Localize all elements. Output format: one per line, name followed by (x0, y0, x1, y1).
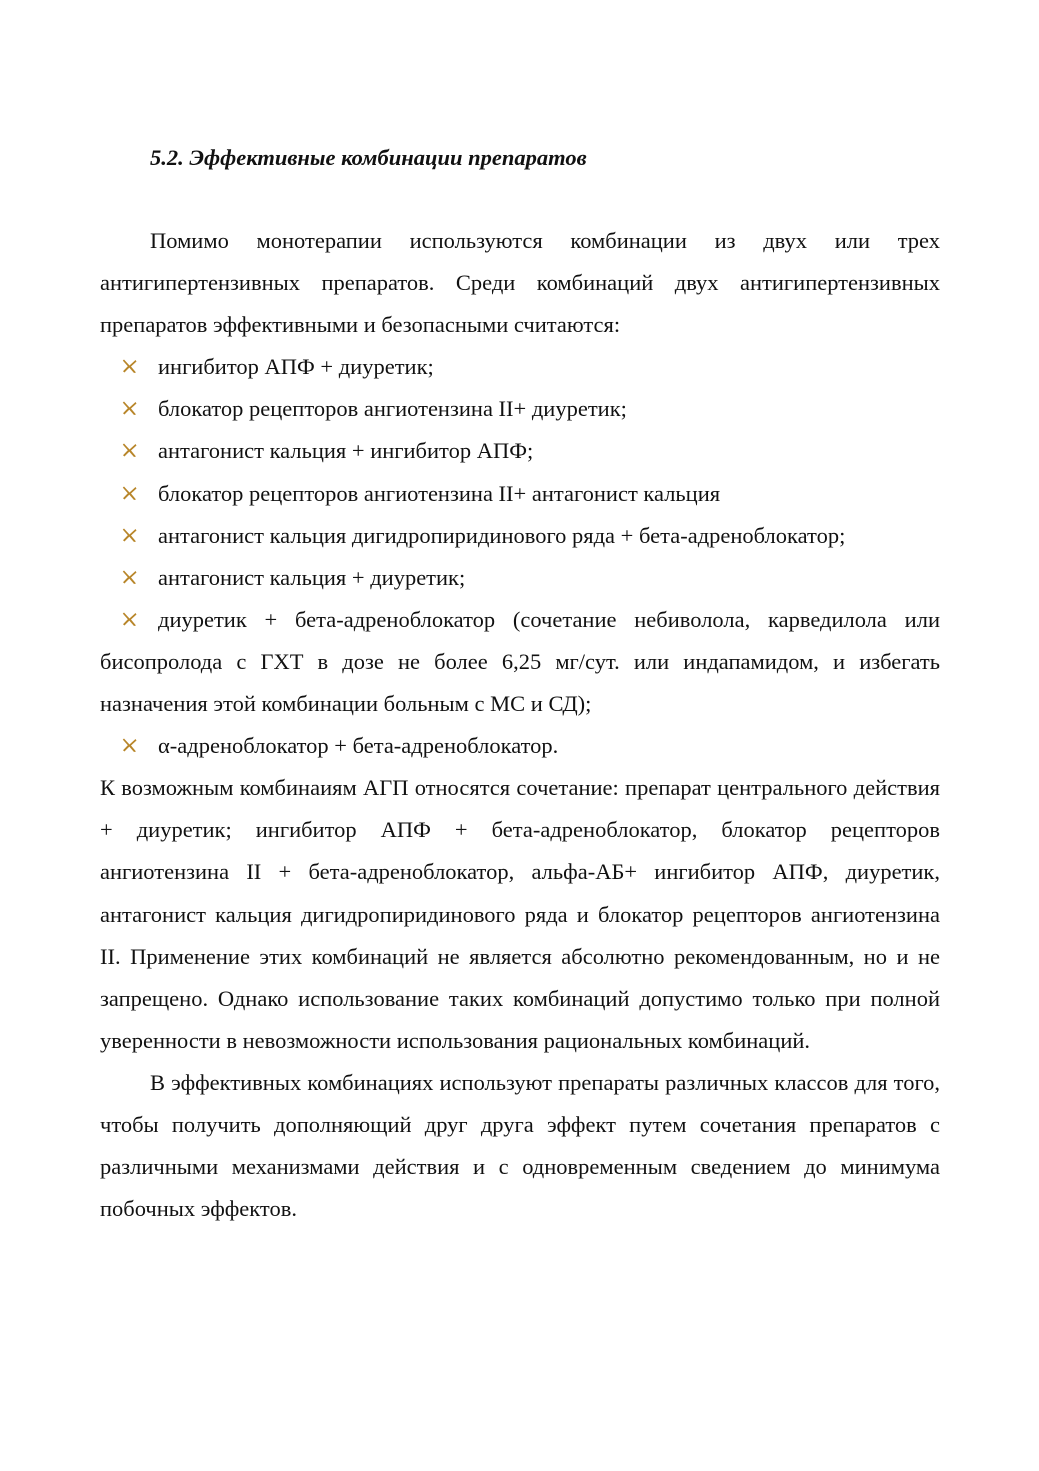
list-item-text: блокатор рецепторов ангиотензина II+ антагонист кальция (158, 480, 721, 506)
list-item-text: антагонист кальция + диуретик; (158, 564, 466, 590)
x-mark-icon (122, 358, 137, 374)
intro-paragraph: Помимо монотерапии используются комбинации из двух или трех антигипертензивных препаратов. Среди комбинаций двух антигипертензивных препаратов эффективными и безопасными считаются: (100, 228, 940, 338)
list-item-text: α-адреноблокатор + бета-адреноблокатор. (158, 733, 559, 759)
x-mark-icon (122, 485, 137, 501)
x-mark-icon (122, 611, 137, 627)
section-body (100, 220, 940, 1230)
list-item (100, 599, 940, 725)
list-item-text: антагонист кальция + ингибитор АПФ; (158, 438, 534, 464)
list-item-text: ингибитор АПФ + диуретик; (158, 354, 434, 380)
possible-combinations-paragraph: К возможным комбинаиям АГП относятся сочетание: препарат центрального действия + диуретик; ингибитор АПФ + бета-адреноблокатор, блокатор рецепторов ангиотензина II + бета-адреноблокатор, альфа-АБ+ ингибитор АПФ, диуретик, антагонист кальция дигидропиридинового ряда и блокатор рецепторов ангиотензина II. Применение этих комбинаций не является абсолютно рекомендованным, но и не запрещено. Однако использование таких комбинаций допустимо только при полной уверенности в невозможности использования рациональных комбинаций. (100, 775, 940, 1053)
x-mark-icon (122, 527, 137, 543)
closing-paragraph: В эффективных комбинациях используют препараты различных классов для того, чтобы получить дополняющий друг друга эффект путем сочетания препаратов с различными механизмами действия и с одновременным сведением до минимума побочных эффектов. (100, 1069, 940, 1222)
list-item (100, 388, 940, 430)
list-item (100, 430, 940, 472)
x-mark-icon (122, 737, 137, 753)
section-heading: 5.2. Эффективные комбинации препаратов (150, 145, 587, 170)
list-item (100, 557, 940, 599)
list-item-text: блокатор рецепторов ангиотензина II+ диуретик; (158, 396, 627, 422)
list-item (100, 725, 940, 767)
combinations-list (100, 346, 940, 767)
list-item (100, 346, 940, 388)
list-item (100, 515, 940, 557)
x-mark-icon (122, 400, 137, 416)
list-item (100, 473, 940, 515)
x-mark-icon (122, 442, 137, 458)
x-mark-icon (122, 569, 137, 585)
list-item-text: антагонист кальция дигидропиридинового ряда + бета-адреноблокатор; (158, 522, 846, 548)
list-item-text: диуретик + бета-адреноблокатор (сочетание небиволола, карведилола или бисопролода с ГХТ в дозе не более 6,25 мг/сут. или индапамидом, и избегать назначения этой комбинации больным с МС и СД); (100, 606, 940, 717)
